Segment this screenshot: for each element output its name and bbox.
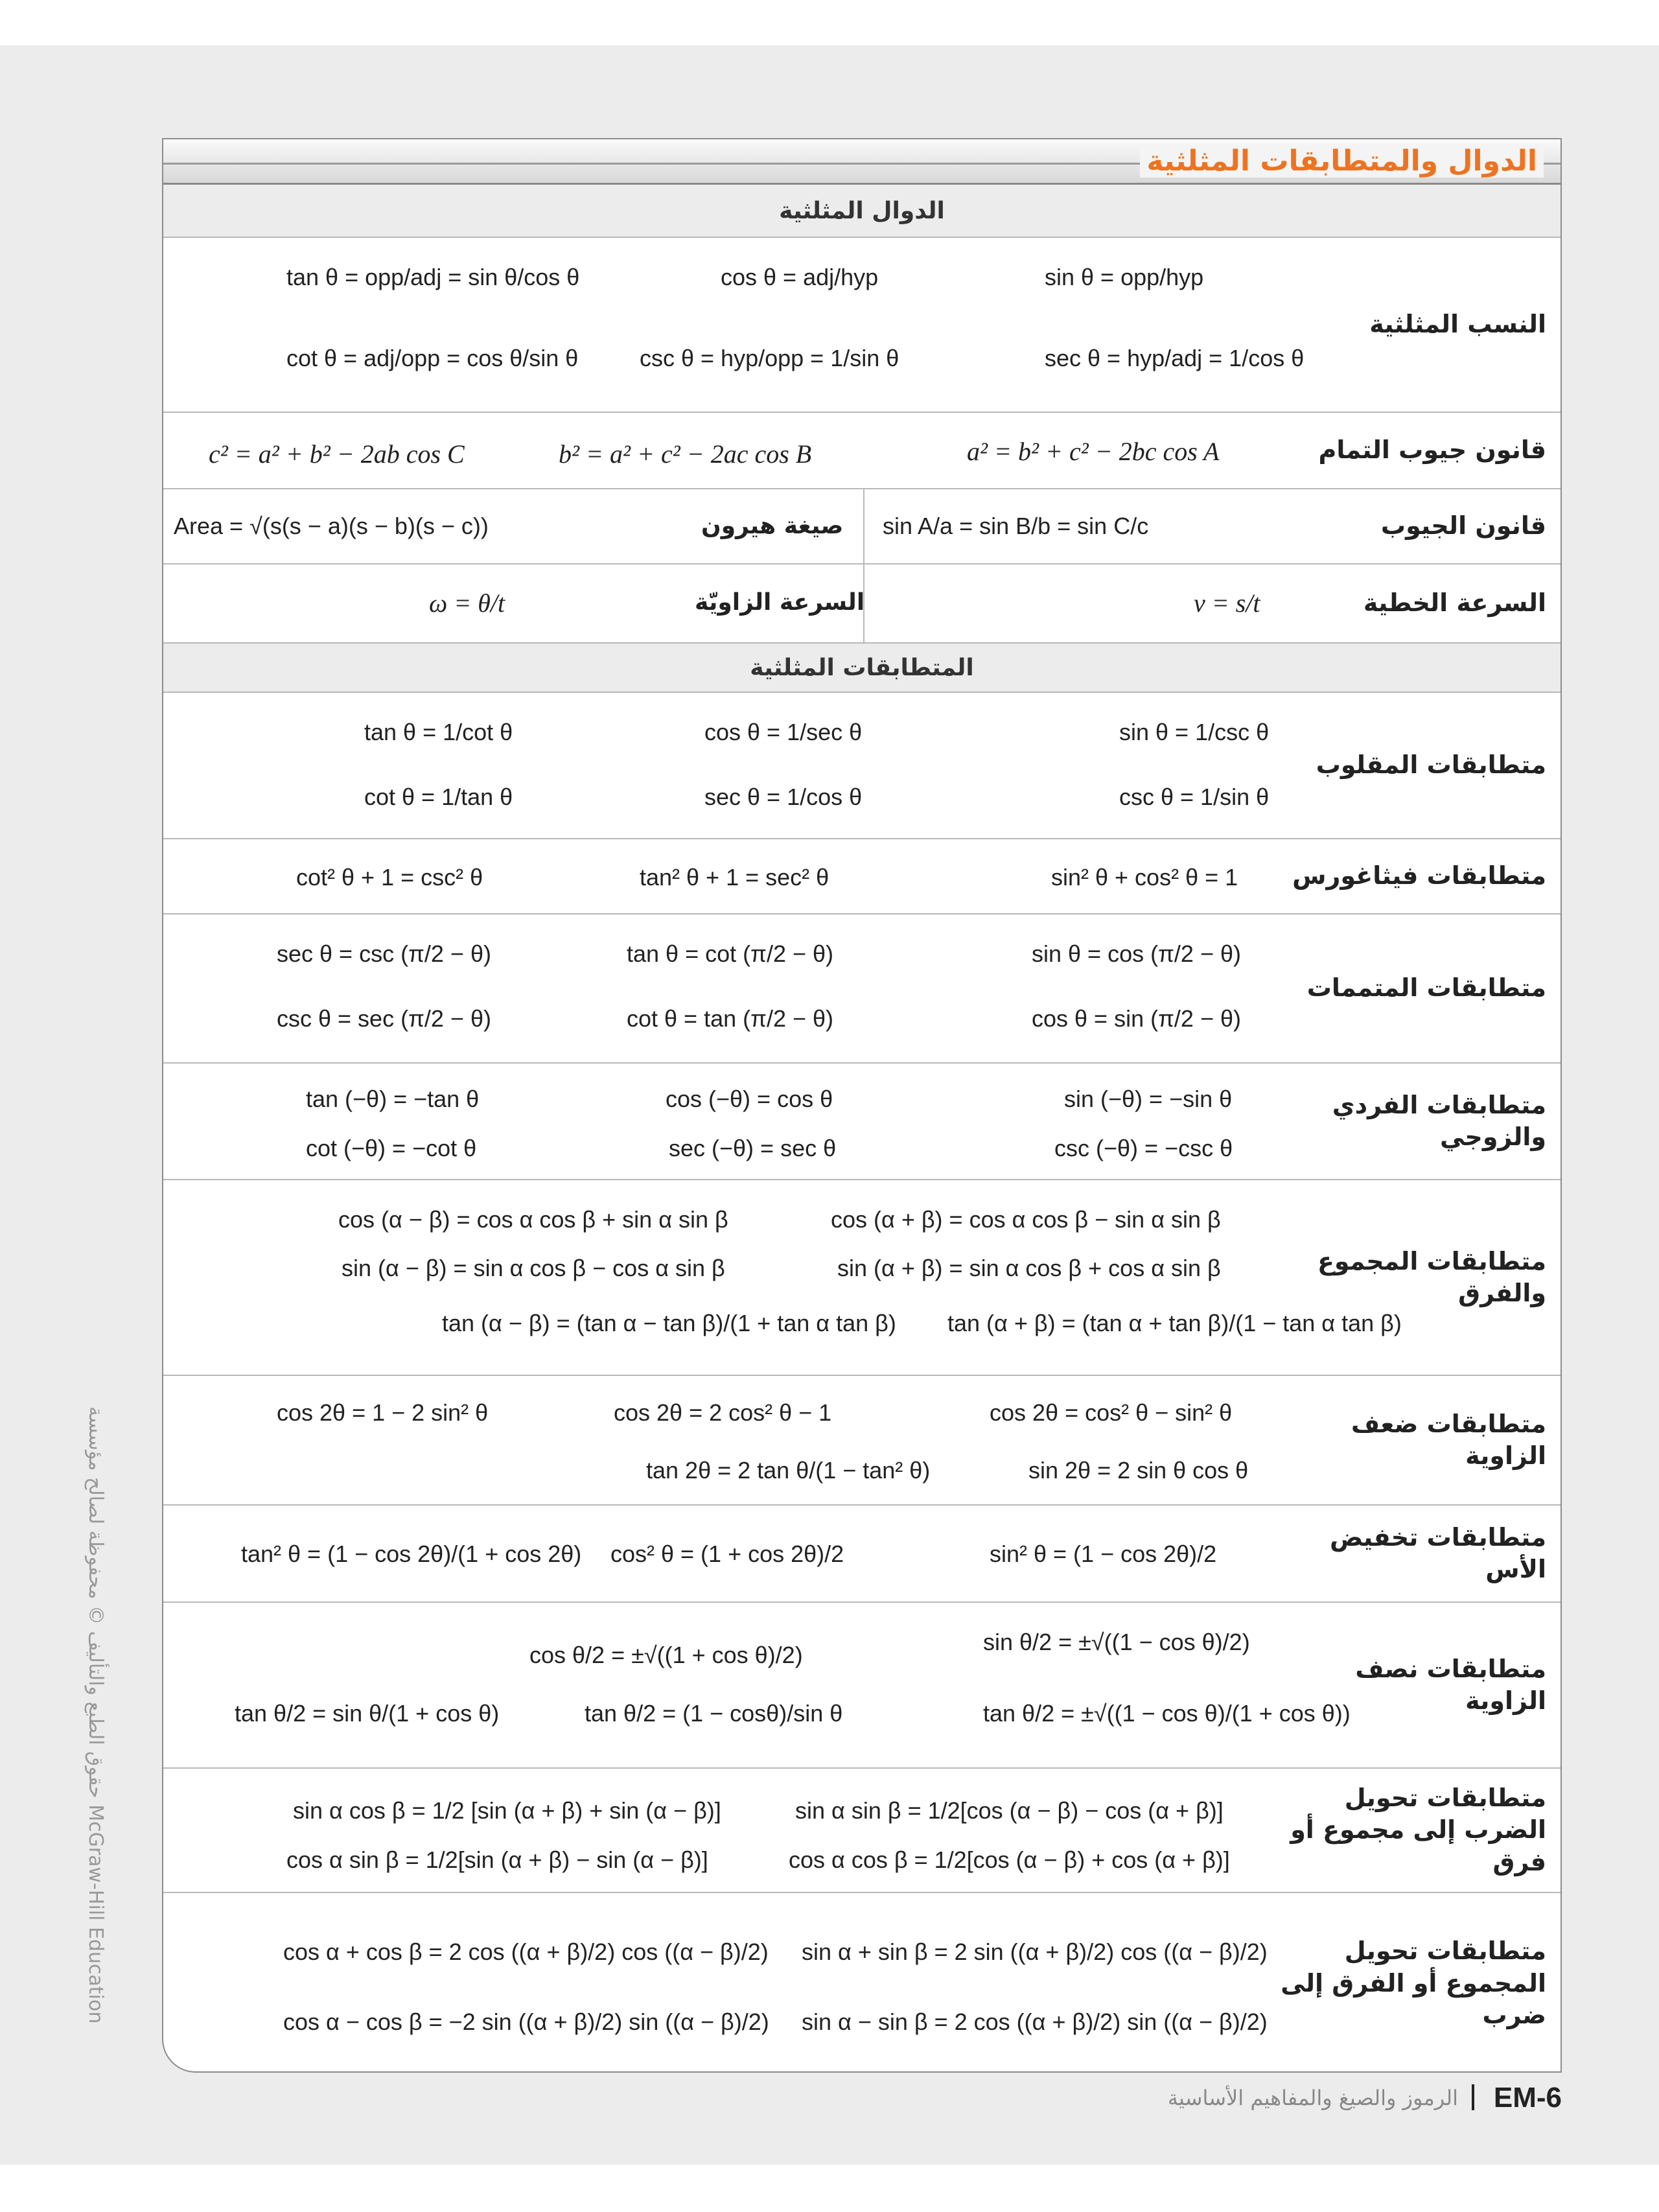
table-row-sum-difference (163, 1180, 1560, 1376)
formula: cos 2θ = cos² θ − sin² θ (990, 1399, 1233, 1426)
formula: sin (−θ) = −sin θ (1064, 1086, 1233, 1112)
table-row-law-of-cosines (163, 413, 1560, 489)
formula: a² = b² + c² − 2bc cos A (967, 437, 1220, 466)
formula: sin α cos β = 1/2 [sin (α + β) + sin (α − β)] (293, 1797, 721, 1824)
section-title: الدوال المثلثية (779, 197, 945, 224)
formula: sin (α − β) = sin α cos β − cos α sin β (342, 1255, 725, 1281)
table-row-reciprocal (163, 693, 1560, 839)
formula-sheet (162, 138, 1562, 2073)
formula: cos 2θ = 2 cos² θ − 1 (614, 1399, 832, 1426)
formula: v = s/t (1194, 588, 1260, 618)
formula: Area = √(s(s − a)(s − b)(s − c)) (174, 513, 489, 539)
formula: cos θ = 1/sec θ (704, 719, 863, 745)
formula: tan θ/2 = (1 − cosθ)/sin θ (585, 1700, 843, 1727)
formula: sin 2θ = 2 sin θ cos θ (1028, 1457, 1249, 1484)
formula: tan² θ = (1 − cos 2θ)/(1 + cos 2θ) (241, 1541, 582, 1567)
row-label: قانون جيوب التمام (1318, 436, 1546, 465)
cell-divider (863, 489, 864, 565)
row-label: متطابقات المجموع والفرق (1317, 1246, 1546, 1307)
formula: cos α cos β = 1/2[cos (α − β) + cos (α + β)] (789, 1846, 1230, 1873)
formula: cos θ/2 = ±√((1 + cos θ)/2) (529, 1642, 803, 1668)
formula: sin A/a = sin B/b = sin C/c (883, 513, 1149, 539)
row-label: متطابقات تحويل الضرب إلى مجموع أو فرق (1290, 1783, 1546, 1876)
row-label: متطابقات تخفيض الأس (1330, 1522, 1546, 1583)
formula: csc (−θ) = −csc θ (1054, 1135, 1233, 1161)
table-row-cofunction (163, 914, 1560, 1064)
row-label: قانون الجيوب (1380, 511, 1546, 541)
inner-label: السرعة الزاويّة (695, 589, 865, 616)
formula: b² = a² + c² − 2ac cos B (559, 439, 812, 469)
formula: sin α − sin β = 2 cos ((α + β)/2) sin ((α − β)/2) (802, 2008, 1268, 2035)
page-number: EM-6 (1493, 2082, 1562, 2113)
table-row-odd-even (163, 1064, 1560, 1180)
section-title: المتطابقات المثلثية (750, 654, 974, 681)
formula: sin α sin β = 1/2[cos (α − β) − cos (α + β)] (795, 1797, 1224, 1824)
row-label: النسب المثلثية (1369, 310, 1546, 339)
formula: tan (−θ) = −tan θ (306, 1086, 480, 1112)
formula: sec θ = 1/cos θ (704, 784, 863, 810)
formula: cot θ = tan (π/2 − θ) (627, 1005, 834, 1032)
table-row-pythagorean (163, 839, 1560, 914)
formula: ω = θ/t (429, 588, 505, 618)
footer-divider (1472, 2084, 1474, 2110)
table-row-sum-to-product (163, 1893, 1560, 2074)
formula: cot θ = 1/tan θ (364, 784, 513, 810)
table-row-half-angle (163, 1603, 1560, 1769)
formula: tan θ = 1/cot θ (364, 719, 513, 745)
inner-label: صيغة هيرون (701, 513, 844, 539)
formula: cos (α − β) = cos α cos β + sin α sin β (338, 1206, 728, 1233)
formula: tan² θ + 1 = sec² θ (640, 864, 830, 891)
formula: tan θ/2 = sin θ/(1 + cos θ) (235, 1700, 500, 1727)
table-row-speed (163, 565, 1560, 644)
row-label: السرعة الخطية (1363, 588, 1546, 618)
formula: cos θ = adj/hyp (721, 264, 879, 290)
formula: cot² θ + 1 = csc² θ (296, 864, 483, 891)
formula: sin² θ + cos² θ = 1 (1051, 864, 1238, 891)
formula: sin θ = 1/csc θ (1119, 719, 1270, 745)
formula: sec (−θ) = sec θ (669, 1135, 837, 1161)
table-row-power-reducing (163, 1506, 1560, 1603)
row-label: متطابقات نصف الزاوية (1355, 1654, 1546, 1715)
row-label: متطابقات فيثاغورس (1292, 861, 1546, 891)
section-header-identities (163, 644, 1560, 693)
table-row-ratios (163, 238, 1560, 413)
formula: sin θ = opp/hyp (1045, 264, 1204, 290)
row-label: متطابقات ضعف الزاوية (1351, 1409, 1546, 1470)
formula: cos θ = sin (π/2 − θ) (1032, 1005, 1241, 1032)
formula: cot (−θ) = −cot θ (306, 1135, 477, 1161)
formula: cos (−θ) = cos θ (666, 1086, 833, 1112)
title-bar (163, 139, 1560, 185)
row-label: متطابقات المتممات (1306, 973, 1546, 1003)
formula: tan θ/2 = ±√((1 − cos θ)/(1 + cos θ)) (983, 1700, 1351, 1727)
page-title: الدوال والمتطابقات المثلثية (1140, 145, 1544, 178)
formula: cos α sin β = 1/2[sin (α + β) − sin (α − β)] (286, 1846, 708, 1873)
formula: sin² θ = (1 − cos 2θ)/2 (990, 1541, 1217, 1567)
side-copyright: حقوق الطبع والتأليف © محفوظة لصالح مؤسسة McGraw-Hill Education (84, 1406, 107, 2024)
formula: cot θ = adj/opp = cos θ/sin θ (286, 345, 579, 371)
formula: csc θ = 1/sin θ (1119, 784, 1270, 810)
formula: csc θ = hyp/opp = 1/sin θ (640, 345, 899, 371)
formula: tan 2θ = 2 tan θ/(1 − tan² θ) (646, 1457, 931, 1484)
formula: tan θ = cot (π/2 − θ) (627, 940, 834, 967)
formula: sec θ = csc (π/2 − θ) (277, 940, 491, 967)
formula: cos α + cos β = 2 cos ((α + β)/2) cos ((α − β)/2) (283, 1938, 769, 1965)
formula: tan (α − β) = (tan α − tan β)/(1 + tan α tan β) (442, 1310, 896, 1336)
formula: sec θ = hyp/adj = 1/cos θ (1045, 345, 1305, 371)
formula: cos² θ = (1 + cos 2θ)/2 (610, 1541, 844, 1567)
formula: cos 2θ = 1 − 2 sin² θ (277, 1399, 489, 1426)
section-header-functions (163, 185, 1560, 238)
formula: cos α − cos β = −2 sin ((α + β)/2) sin ((α − β)/2) (283, 2008, 769, 2035)
footer-caption: الرموز والصيغ والمفاهيم الأساسية (1167, 2086, 1458, 2110)
formula: cos (α + β) = cos α cos β − sin α sin β (831, 1206, 1221, 1233)
formula: csc θ = sec (π/2 − θ) (277, 1005, 491, 1032)
formula: sin θ = cos (π/2 − θ) (1032, 940, 1241, 967)
formula: sin θ/2 = ±√((1 − cos θ)/2) (983, 1629, 1250, 1655)
formula: sin α + sin β = 2 sin ((α + β)/2) cos ((α − β)/2) (802, 1938, 1268, 1965)
row-label: متطابقات تحويل المجموع أو الفرق إلى ضرب (1281, 1937, 1546, 2030)
table-row-product-to-sum (163, 1769, 1560, 1893)
table-row-law-of-sines (163, 489, 1560, 565)
formula: tan θ = opp/adj = sin θ/cos θ (286, 264, 580, 290)
row-label: متطابقات المقلوب (1316, 751, 1546, 780)
formula: sin (α + β) = sin α cos β + cos α sin β (837, 1255, 1221, 1281)
formula: c² = a² + b² − 2ab cos C (209, 439, 465, 469)
formula: tan (α + β) = (tan α + tan β)/(1 − tan α tan β) (947, 1310, 1402, 1336)
row-label: متطابقات الفردي والزوجي (1332, 1090, 1546, 1151)
table-row-double-angle (163, 1376, 1560, 1506)
